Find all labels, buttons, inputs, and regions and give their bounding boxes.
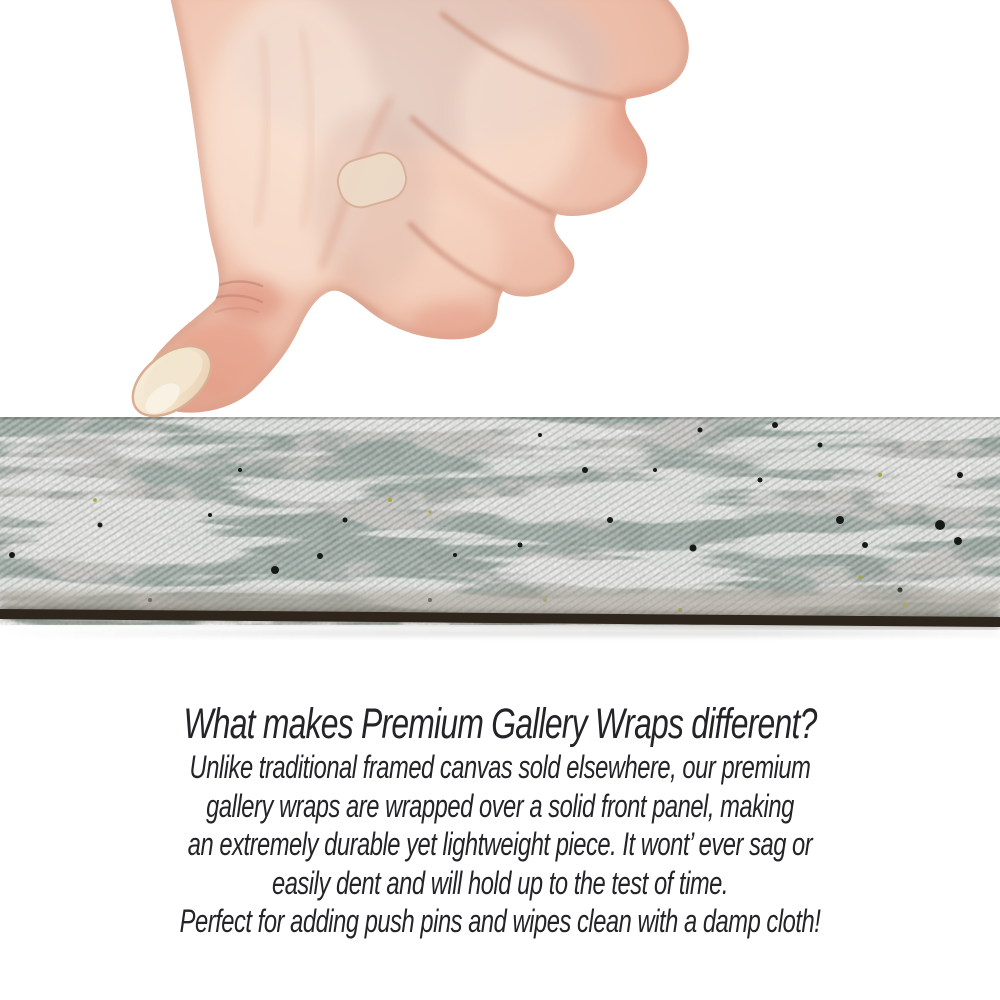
hand-illustration xyxy=(0,0,1000,418)
canvas-drop-shadow xyxy=(0,629,1000,637)
canvas-texture xyxy=(0,417,1000,630)
body-line: Unlike traditional framed canvas sold elsewhere, our premium xyxy=(189,749,811,785)
body-line: an extremely durable yet lightweight piece. It wont’ ever sag or xyxy=(187,826,813,862)
body-line: Perfect for adding push pins and wipes clean with a damp cloth! xyxy=(179,903,821,939)
body-line: gallery wraps are wrapped over a solid front panel, making xyxy=(206,787,794,824)
canvas-edge-strip xyxy=(0,417,1000,630)
description-block xyxy=(0,701,1000,941)
body-line: easily dent and will hold up to the test of time. xyxy=(271,864,729,901)
hand-shading xyxy=(144,0,689,413)
page-title: What makes Premium Gallery Wraps different? xyxy=(183,700,817,748)
